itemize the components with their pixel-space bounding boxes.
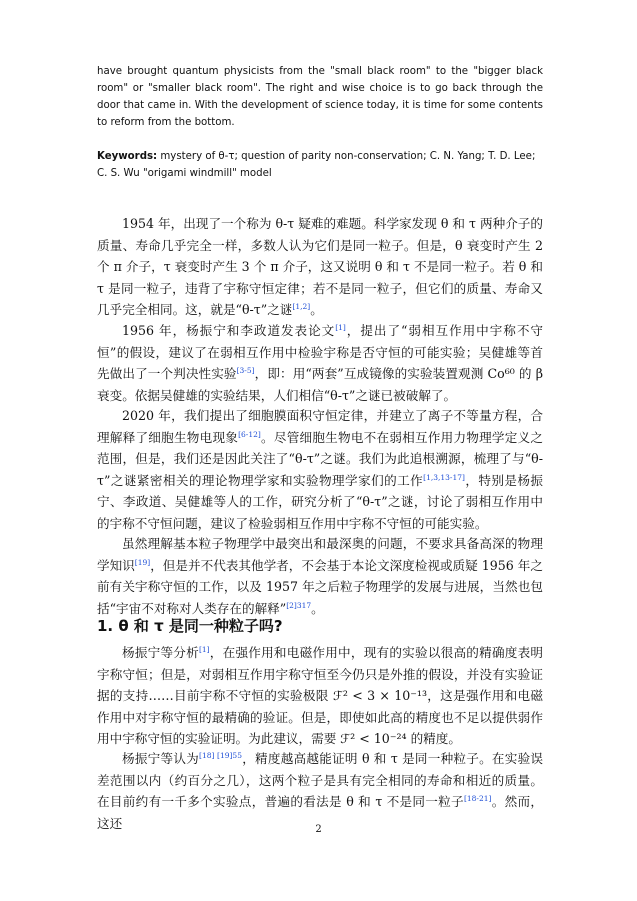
citation-link[interactable]: [18-21]	[463, 794, 492, 803]
paragraph-text: ，特别是杨振宁、李政道、吴健雄等人的工作，研究分析了“θ-τ”之谜，讨论了弱相互作用中的宇称不守恒问题，建议了检验弱相互作用中宇称不守恒的可能实验。	[97, 472, 544, 531]
paragraph-text: 1954 年，出现了一个称为 θ-τ 疑难的难题。科学家发现 θ 和 τ 两种介子的质量、寿命几乎完全一样，多数人认为它们是同一粒子。但是，θ 衰变时产生 2 个 π 介子，τ 衰变时产生 3 个 π 介子，这又说明 θ 和 τ 不是同一粒子。若 θ 和 τ 是同一粒子，违背了宇称守恒定律；若不是同一粒子，但它们的质量、寿命又几乎完全相同。这，就是“θ-τ”之谜	[97, 216, 543, 317]
intro-paragraph-1	[97, 213, 543, 321]
section-paragraph-2	[97, 748, 543, 834]
citation-link[interactable]: [6-12]	[238, 429, 261, 439]
intro-paragraph-2	[97, 320, 543, 406]
citation-link[interactable]: [19]	[134, 557, 151, 567]
citation-link[interactable]: [1]	[335, 323, 346, 332]
paragraph-text: 。然而，这还	[97, 794, 544, 831]
paragraph-text: 杨振宁等分析	[122, 645, 199, 660]
paragraph-text: ，即：用“两套”互成镜像的实验装置观测 Co⁶⁰ 的 β 衰变。依据吴健雄的实验结果，人们相信“θ-τ”之谜已被破解了。	[97, 366, 544, 403]
paragraph-text: ，在强作用和电磁作用中，现有的实验以很高的精确度表明宇称守恒；但是，对弱相互作用宇称守恒至今仍只是外推的假设，并没有实验证据的支持……目前宇称不守恒的实验极限 ℱ² < 3 × 10⁻¹³，这是强作用和电磁作用中对宇称守恒的最精确的验证。但是，即使如此高的精度也不足以提供弱作用中宇称守恒的实验证明。为此建议，需要 ℱ² < 10⁻²⁴ 的精度。	[97, 645, 544, 746]
paragraph-text: ，提出了“弱相互作用中宇称不守恒”的假设，建议了在弱相互作用中检验宇称是否守恒的可能实验；吴健雄等首先做出了一个判决性实验	[97, 323, 543, 381]
citation-link[interactable]: [1,3,13-17]	[423, 472, 465, 482]
page-number: 2	[315, 824, 322, 835]
keywords-line	[97, 148, 543, 182]
paragraph-text: 杨振宁等认为	[122, 751, 200, 766]
citation-link[interactable]: [1]	[198, 645, 210, 654]
keywords-text: mystery of θ-τ; question of parity non-conservation; C. N. Yang; T. D. Lee; C. S. Wu "origami windmill" model	[97, 151, 536, 179]
citation-link[interactable]: [18] [19]55	[199, 751, 242, 760]
abstract-tail: have brought quantum physicists from the "small black room" to the "bigger black room" or "smaller black room". The right and wise choice is to go back through the door that came in. With the development of science today, it is time for some contents to reform from the bottom.	[97, 66, 543, 128]
paragraph-text: ，但是并不代表其他学者，不会基于本论文深度检视或质疑 1956 年之前有关宇称守恒的工作，以及 1957 年之后粒子物理学的发展与进展，当然也包括“宇宙不对称对人类存在的解释”	[97, 557, 543, 616]
paragraph-text: 。尽管细胞生物电不在弱相互作用力物理学定义之范围，但是，我们还是因此关注了“θ-τ”之谜。我们为此追根溯源，梳理了与“θ-τ”之谜紧密相关的理论物理学家和实验物理学家们的工作	[97, 429, 544, 488]
paragraph-text: 虽然理解基本粒子物理学中最突出和最深奥的问题，不要求具备高深的物理学知识	[97, 536, 543, 573]
paragraph-text: 。	[310, 302, 323, 317]
paragraph-text: 1956 年，杨振宁和李政道发表论文	[122, 323, 336, 338]
citation-link[interactable]: [2]317	[286, 600, 312, 610]
paragraph-text: 2020 年，我们提出了细胞膜面积守恒定律，并建立了离子不等量方程，合理解释了细胞生物电现象	[97, 408, 543, 445]
intro-paragraph-4	[97, 533, 543, 619]
paragraph-text: 。	[311, 600, 324, 616]
section-heading: 1. θ 和 τ 是同一种粒子吗?	[97, 617, 283, 635]
citation-link[interactable]: [1,2]	[292, 302, 311, 311]
section-paragraph-1	[97, 642, 543, 750]
keywords-label: Keywords:	[97, 151, 158, 162]
paragraph-text: ，精度越高越能证明 θ 和 τ 是同一种粒子。在实验误差范围以内（约百分之几），这两个粒子是具有完全相同的寿命和相近的质量。在目前约有一千多个实验点，普遍的看法是 θ 和 τ 不是同一粒子	[97, 751, 544, 809]
intro-paragraph-3	[97, 405, 543, 534]
citation-link[interactable]: [3-5]	[236, 366, 255, 375]
